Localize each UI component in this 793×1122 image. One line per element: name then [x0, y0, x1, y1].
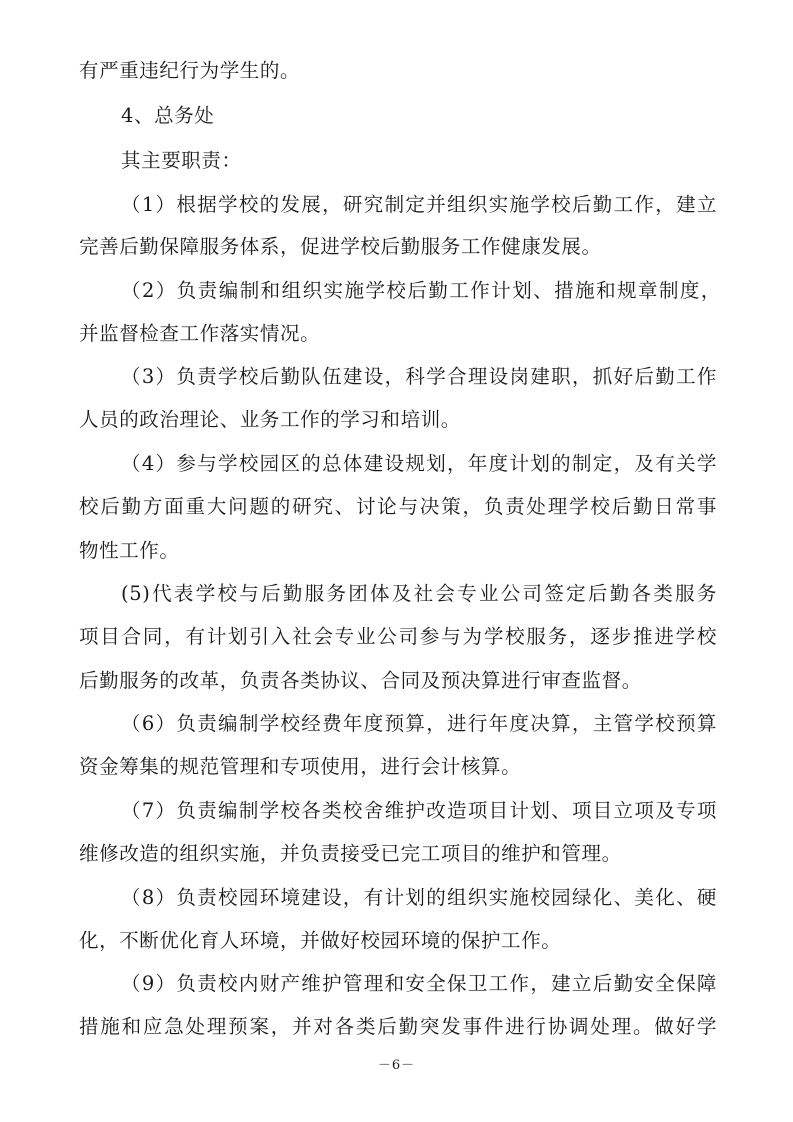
item-4-line-2: 校后勤方面重大问题的研究、讨论与决策，负责处理学校后勤日常事 [79, 495, 717, 518]
section-heading: 4、总务处 [121, 104, 215, 127]
item-5-line-3: 后勤服务的改革，负责各类协议、合同及预决算进行审查监督。 [79, 669, 642, 692]
item-5-line-1: (5)代表学校与后勤服务团体及社会专业公司签定后勤各类服务 [121, 582, 717, 605]
item-8-line-1: （8）负责校园环境建设，有计划的组织实施校园绿化、美化、硬 [121, 886, 717, 909]
item-3-line-1: （3）负责学校后勤队伍建设，科学合理设岗建职，抓好后勤工作 [121, 365, 717, 388]
item-1-line-2: 完善后勤保障服务体系，促进学校后勤服务工作健康发展。 [79, 235, 602, 258]
item-4-line-1: （4）参与学校园区的总体建设规划，年度计划的制定，及有关学 [121, 452, 717, 475]
page-number: －6－ [377, 1058, 416, 1073]
item-2-line-1: （2）负责编制和组织实施学校后勤工作计划、措施和规章制度， [121, 279, 721, 302]
item-6-line-2: 资金筹集的规范管理和专项使用，进行会计核算。 [79, 755, 522, 778]
item-5-line-2: 项目合同，有计划引入社会专业公司参与为学校服务，逐步推进学校 [79, 625, 717, 648]
item-7-line-2: 维修改造的组织实施，并负责接受已完工项目的维护和管理。 [79, 842, 622, 865]
item-2-line-2: 并监督检查工作落实情况。 [79, 322, 321, 345]
item-1-line-1: （1）根据学校的发展，研究制定并组织实施学校后勤工作，建立 [121, 193, 717, 216]
item-9-line-2: 措施和应急处理预案，并对各类后勤突发事件进行协调处理。做好学 [79, 1015, 717, 1038]
item-6-line-1: （6）负责编制学校经费年度预算，进行年度决算，主管学校预算 [121, 712, 717, 735]
text-line-continuation: 有严重违纪行为学生的。 [79, 59, 301, 82]
item-3-line-2: 人员的政治理论、业务工作的学习和培训。 [79, 408, 461, 431]
subheading-responsibilities: 其主要职责： [121, 149, 242, 172]
item-7-line-1: （7）负责编制学校各类校舍维护改造项目计划、项目立项及专项 [121, 799, 717, 822]
item-4-line-3: 物性工作。 [79, 539, 180, 562]
item-9-line-1: （9）负责校内财产维护管理和安全保卫工作，建立后勤安全保障 [121, 972, 717, 995]
item-8-line-2: 化，不断优化育人环境，并做好校园环境的保护工作。 [79, 929, 562, 952]
